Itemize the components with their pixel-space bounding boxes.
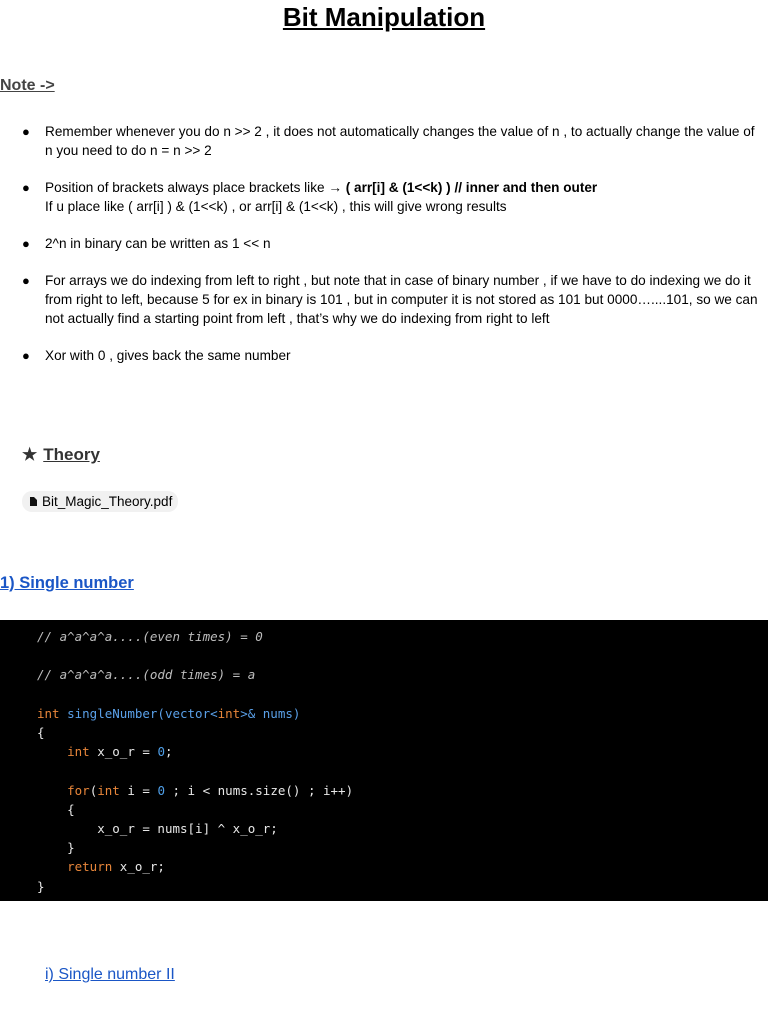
code-comment: // a^a^a^a....(odd times) = a — [37, 667, 256, 683]
code-block — [0, 620, 768, 901]
star-icon: ★ — [22, 445, 38, 464]
bullet-text: Position of brackets always place brackets like → — [45, 180, 346, 195]
code-text: x_o_r; — [112, 859, 165, 875]
bullet-dot-icon: ● — [22, 273, 30, 288]
code-keyword: int — [97, 782, 120, 798]
code-number: 0 — [157, 782, 165, 798]
bullet-text: Remember whenever you do n >> 2 , it does not automatically changes the value of n , to actually change the value of n you need to do n = n >> 2 — [45, 124, 755, 158]
page-title: Bit Manipulation — [282, 2, 486, 32]
bullet-dot-icon: ● — [22, 124, 30, 139]
code-text: x_o_r = — [97, 744, 158, 760]
code-text: x_o_r = nums[i] ^ x_o_r; — [97, 821, 278, 837]
code-comment: // a^a^a^a....(even times) = 0 — [37, 629, 263, 644]
code-function-signature: >& nums) — [240, 705, 301, 721]
code-keyword: int — [37, 705, 60, 721]
file-icon — [30, 497, 37, 506]
code-text: ; — [164, 744, 173, 760]
code-number: 0 — [157, 744, 165, 760]
note-heading: Note -> — [0, 77, 55, 94]
list-item — [0, 346, 768, 365]
theory-label: Theory — [43, 445, 100, 464]
code-brace: } — [37, 878, 45, 894]
code-brace: } — [67, 840, 75, 856]
subsection-link-single-number-ii[interactable]: i) Single number II — [45, 966, 175, 983]
bullet-bold-text: ( arr[i] & (1<<k) ) // inner and then outer — [345, 180, 598, 195]
code-keyword: int — [217, 705, 241, 721]
code-keyword: int — [67, 744, 90, 760]
list-item — [0, 234, 768, 253]
code-text: i = — [119, 782, 158, 798]
list-item — [0, 122, 768, 160]
bullet-dot-icon: ● — [22, 180, 30, 195]
section-link-single-number[interactable]: 1) Single number — [0, 574, 134, 592]
code-function-signature: singleNumber(vector< — [67, 705, 218, 721]
bullet-dot-icon: ● — [22, 348, 30, 363]
code-brace: { — [67, 801, 75, 817]
bullet-text: 2^n in binary can be written as 1 << n — [45, 236, 271, 251]
list-item — [0, 178, 768, 216]
code-brace: { — [37, 725, 45, 741]
bullet-text: Xor with 0 , gives back the same number — [45, 348, 291, 363]
code-keyword: return — [67, 859, 113, 875]
code-keyword: for — [67, 782, 90, 798]
note-bullet-list — [0, 122, 768, 383]
pdf-attachment-chip[interactable] — [22, 491, 178, 512]
bullet-text: For arrays we do indexing from left to right , but note that in case of binary number , if we have to do indexing we do it from right to left, because 5 for ex in binary is 101 , but in computer it is not stored as 101 but 0000…....101, so we can not actually find a starting point from left , that’s why we do indexing from right to left — [45, 273, 758, 326]
attachment-name: Bit_Magic_Theory.pdf — [42, 494, 173, 509]
bullet-dot-icon: ● — [22, 236, 30, 251]
code-text: ( — [89, 782, 98, 798]
theory-heading — [22, 444, 100, 466]
code-text: ; i < nums.size() ; i++) — [164, 782, 354, 798]
list-item — [0, 271, 768, 328]
bullet-text: If u place like ( arr[i] ) & (1<<k) , or arr[i] & (1<<k) , this will give wrong results — [45, 199, 507, 214]
